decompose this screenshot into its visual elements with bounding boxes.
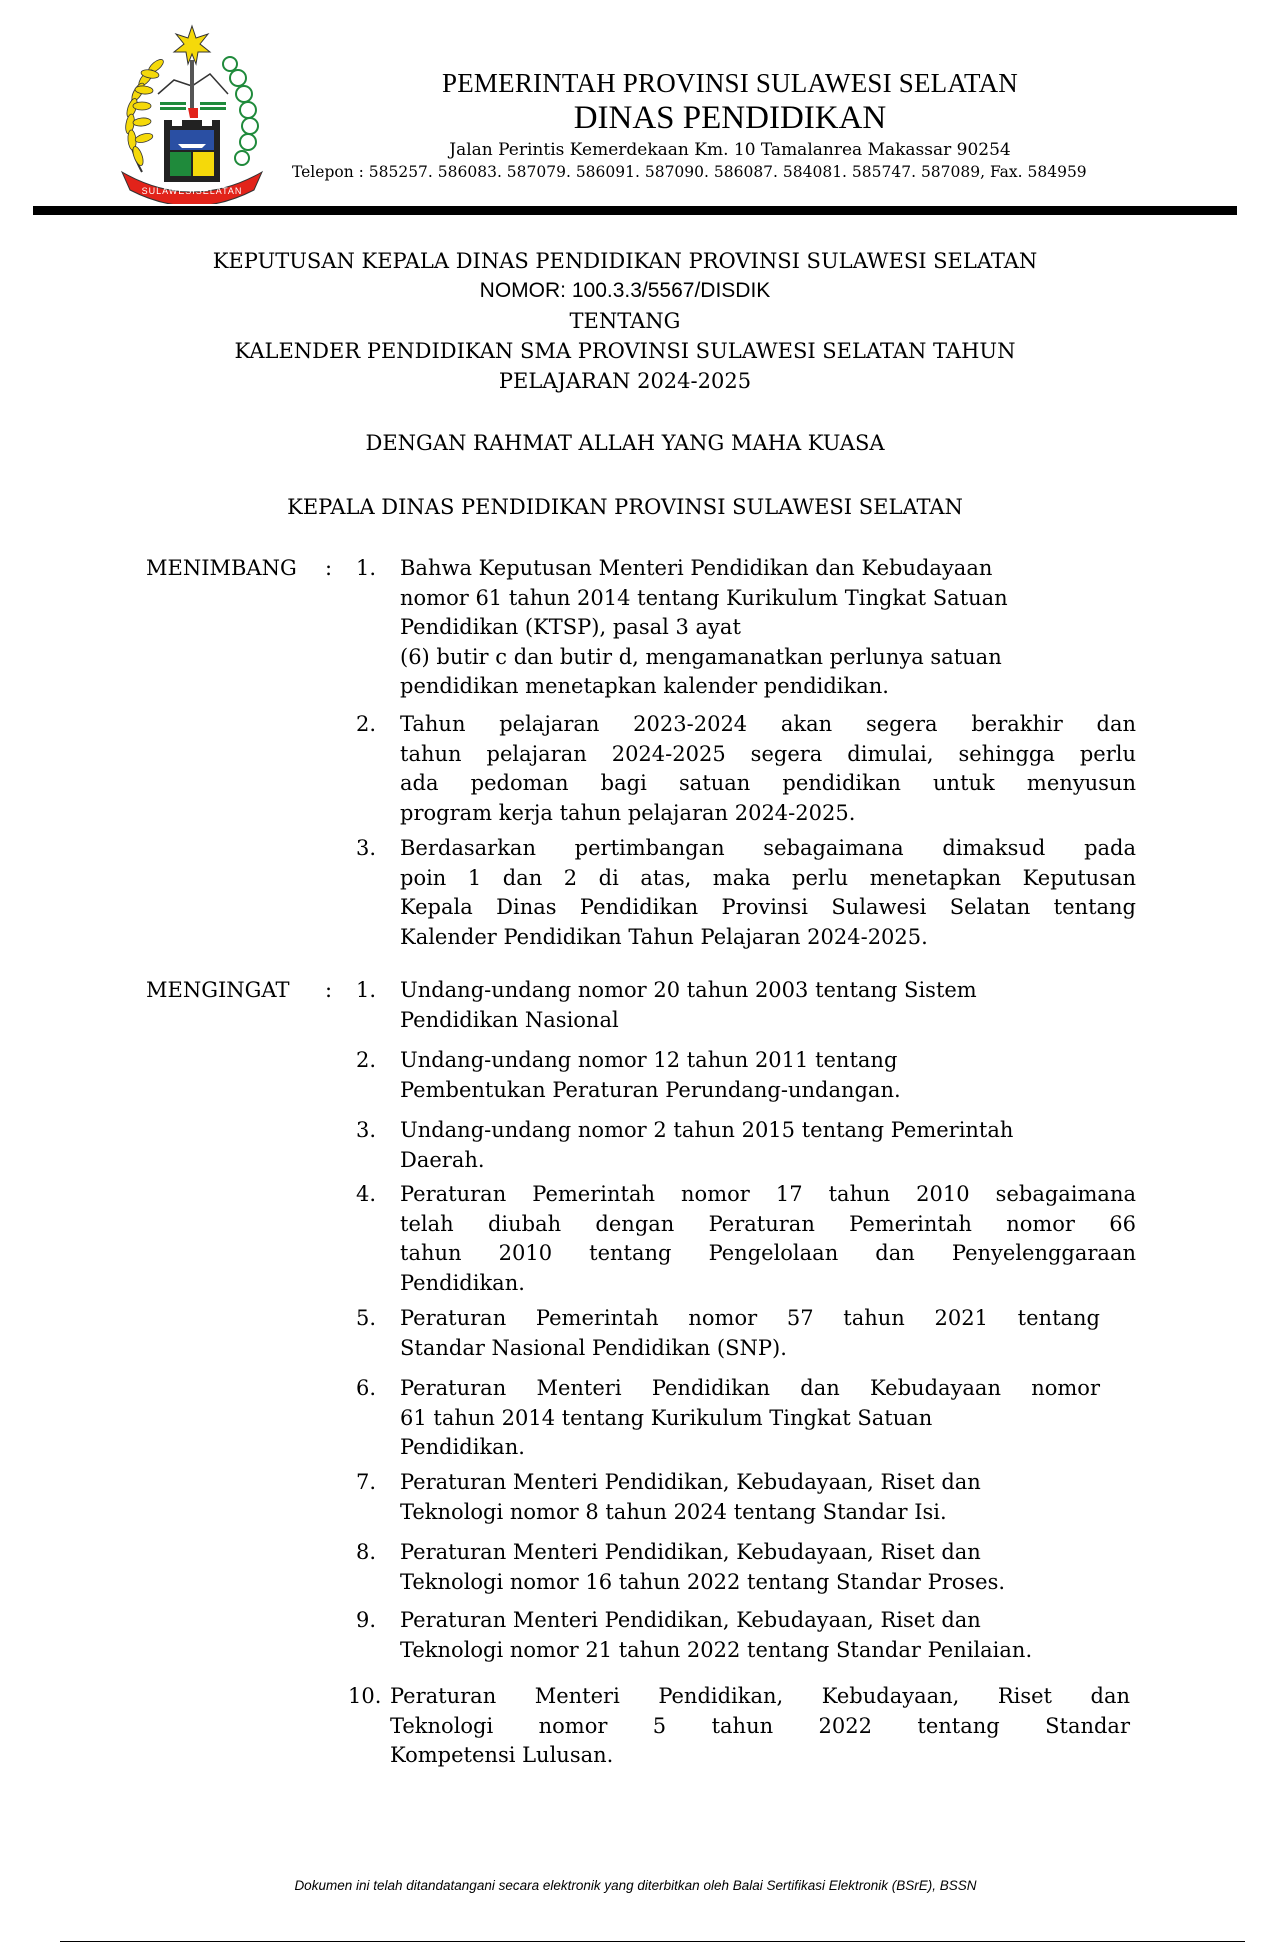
recalling-item-4 (400, 1180, 1136, 1298)
item-line: Pendidikan Nasional (400, 1007, 619, 1032)
item-line: Pendidikan. (400, 1270, 525, 1295)
item-line: Kepala Dinas Pendidikan Provinsi Sulawesi Selatan tentang (400, 895, 1136, 919)
letterhead-agency: DINAS PENDIDIKAN (573, 100, 887, 136)
considering-item-1 (400, 554, 1136, 702)
item-line: Peraturan Pemerintah nomor 57 tahun 2021 tentang (400, 1306, 1100, 1330)
item-line: tahun 2010 tentang Pengelolaan dan Penyelenggaraan (400, 1241, 1136, 1265)
recalling-item-1 (400, 976, 1136, 1035)
item-line: Berdasarkan pertimbangan sebagaimana dimaksud pada (400, 836, 1136, 860)
item-number: 10. (348, 1684, 382, 1708)
considering-item-2 (400, 710, 1136, 828)
letterhead-address: Jalan Perintis Kemerdekaan Km. 10 Tamalanrea Makassar 90254 (449, 140, 1011, 160)
item-line: Kompetensi Lulusan. (390, 1743, 614, 1767)
letterhead-government: PEMERINTAH PROVINSI SULAWESI SELATAN (442, 68, 1018, 98)
item-line: Pendidikan. (400, 1435, 525, 1459)
item-number: 3. (356, 836, 377, 860)
svg-text:SULAWESISELATAN: SULAWESISELATAN (141, 186, 243, 196)
decree-about: TENTANG (569, 309, 681, 333)
item-number: 7. (356, 1470, 377, 1494)
item-line: Undang-undang nomor 2 tahun 2015 tentang Pemerintah (400, 1118, 1014, 1142)
emblem-icon (112, 22, 272, 204)
decree-title: KEPUTUSAN KEPALA DINAS PENDIDIKAN PROVINSI SULAWESI SELATAN (212, 249, 1038, 273)
item-number: 5. (356, 1306, 377, 1330)
section-label-mengingat: MENGINGAT (146, 978, 290, 1002)
item-line: Teknologi nomor 21 tahun 2022 tentang Standar Penilaian. (400, 1637, 1033, 1662)
item-number: 8. (356, 1540, 377, 1564)
decree-issuer: KEPALA DINAS PENDIDIKAN PROVINSI SULAWESI SELATAN (287, 495, 963, 519)
item-line: Teknologi nomor 16 tahun 2022 tentang Standar Proses. (400, 1569, 1006, 1594)
item-line: Bahwa Keputusan Menteri Pendidikan dan Kebudayaan (400, 556, 993, 580)
item-line: tahun pelajaran 2024-2025 segera dimulai, sehingga perlu (400, 741, 1136, 766)
item-line: (6) butir c dan butir d, mengamanatkan perlunya satuan (400, 644, 1002, 669)
item-number: 2. (356, 1048, 377, 1072)
item-line: Pembentukan Peraturan Perundang-undangan. (400, 1077, 901, 1102)
section-colon: : (325, 556, 333, 580)
item-number: 9. (356, 1608, 377, 1632)
decree-subject-line-2: PELAJARAN 2024-2025 (498, 369, 752, 393)
item-line: Tahun pelajaran 2023-2024 akan segera berakhir dan (400, 712, 1136, 736)
recalling-item-3 (400, 1116, 1136, 1175)
decree-subject-line-1: KALENDER PENDIDIKAN SMA PROVINSI SULAWESI SELATAN TAHUN (234, 339, 1016, 363)
letterhead-divider (33, 206, 1237, 215)
section-colon: : (325, 978, 333, 1002)
footer-divider (60, 1941, 1245, 1942)
letterhead-phone: Telepon : 585257. 586083. 587079. 586091. 587090. 586087. 584081. 585747. 587089, Fax. 584959 (292, 163, 1087, 181)
item-line: Daerah. (400, 1147, 485, 1172)
item-line: Peraturan Pemerintah nomor 17 tahun 2010 sebagaimana (400, 1182, 1136, 1206)
item-line: 61 tahun 2014 tentang Kurikulum Tingkat Satuan (400, 1405, 933, 1430)
item-line: pendidikan menetapkan kalender pendidikan. (400, 674, 889, 698)
recalling-item-9 (400, 1606, 1136, 1665)
item-line: Peraturan Menteri Pendidikan, Kebudayaan, Riset dan (400, 1470, 981, 1494)
item-number: 1. (356, 556, 377, 580)
item-line: Kalender Pendidikan Tahun Pelajaran 2024-2025. (400, 924, 928, 949)
item-number: 3. (356, 1118, 377, 1142)
item-line: Teknologi nomor 8 tahun 2024 tentang Standar Isi. (400, 1499, 947, 1524)
recalling-item-5 (400, 1304, 1100, 1363)
recalling-item-8 (400, 1538, 1136, 1597)
item-line: program kerja tahun pelajaran 2024-2025. (400, 800, 856, 825)
item-line: Peraturan Menteri Pendidikan, Kebudayaan, Riset dan (390, 1684, 1130, 1708)
item-line: Undang-undang nomor 12 tahun 2011 tentang (400, 1048, 898, 1072)
recalling-item-7 (400, 1468, 1136, 1527)
electronic-signature-notice: Dokumen ini telah ditandatangani secara elektronik yang diterbitkan oleh Balai Sertifikasi Elektronik (BSrE), BSSN (294, 1878, 977, 1893)
item-line: Peraturan Menteri Pendidikan dan Kebudayaan nomor (400, 1376, 1100, 1400)
item-line: Teknologi nomor 5 tahun 2022 tentang Standar (390, 1713, 1130, 1738)
item-number: 1. (356, 978, 377, 1002)
item-line: Undang-undang nomor 20 tahun 2003 tentang Sistem (400, 978, 977, 1002)
item-line: Standar Nasional Pendidikan (SNP). (400, 1335, 787, 1360)
recalling-item-2 (400, 1046, 1136, 1105)
recalling-item-10 (390, 1682, 1130, 1771)
considering-item-3 (400, 834, 1136, 952)
recalling-item-6 (400, 1374, 1100, 1463)
item-line: telah diubah dengan Peraturan Pemerintah nomor 66 (400, 1211, 1136, 1236)
decree-invocation: DENGAN RAHMAT ALLAH YANG MAHA KUASA (365, 431, 885, 455)
item-number: 6. (356, 1376, 377, 1400)
section-label-menimbang: MENIMBANG (146, 556, 297, 580)
province-emblem-logo (112, 22, 272, 204)
item-line: poin 1 dan 2 di atas, maka perlu menetapkan Keputusan (400, 865, 1136, 890)
decree-number: NOMOR: 100.3.3/5567/DISDIK (479, 279, 771, 302)
item-line: nomor 61 tahun 2014 tentang Kurikulum Tingkat Satuan (400, 585, 1008, 610)
item-number: 2. (356, 712, 377, 736)
item-line: Peraturan Menteri Pendidikan, Kebudayaan, Riset dan (400, 1608, 981, 1632)
item-line: ada pedoman bagi satuan pendidikan untuk menyusun (400, 771, 1136, 795)
item-line: Pendidikan (KTSP), pasal 3 ayat (400, 615, 741, 639)
item-line: Peraturan Menteri Pendidikan, Kebudayaan, Riset dan (400, 1540, 981, 1564)
item-number: 4. (356, 1182, 377, 1206)
